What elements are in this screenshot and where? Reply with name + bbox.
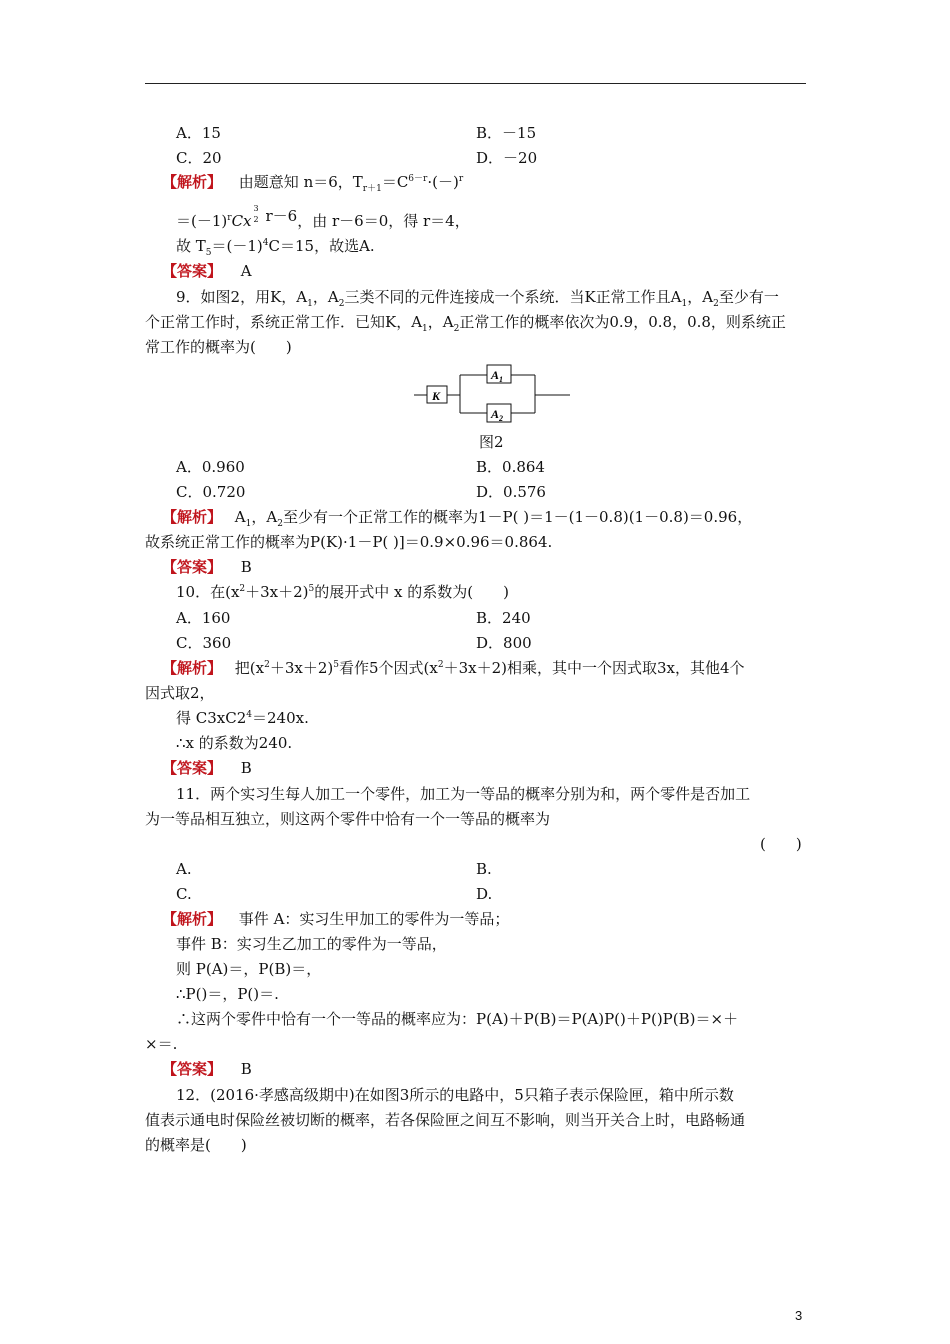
q9-jiexi-label: 【解析】 (162, 508, 223, 526)
q9-stem-line-2: 个正常工作时，系统正常工作．已知K，$A_1$，$A_2$正常工作的概率依次为0.9，0.8，0.8，则系统正 (145, 313, 786, 334)
q8-solution-line-3: 故 $T_5=(-1)^4C=15$，故选A. (176, 237, 375, 258)
q11-option-d: D. (476, 885, 493, 903)
q10-option-a: A．160 (176, 609, 231, 627)
q10-stem: 10．在$(x^2+3x+2)^5$的展开式中 x 的系数为( ) (176, 583, 509, 601)
k-label: K (432, 389, 441, 403)
q9-solution-line-1: 【解析】 $A_1$，$A_2$至少有一个正常工作的概率为1－P( )＝1－(1－0.8)(1－0.8)＝0.96， (162, 508, 753, 529)
q11-answer: 【答案】 B (162, 1060, 252, 1078)
q11-solution-line-1: 【解析】 事件 A：实习生甲加工的零件为一等品； (162, 910, 510, 928)
q8-jiexi-label: 【解析】 (162, 173, 223, 191)
q10-jiexi-label: 【解析】 (162, 659, 223, 677)
q12-stem-line-1: 12．(2016·孝感高级期中)在如图3所示的电路中，5只箱子表示保险匣，箱中所示数 (176, 1086, 734, 1104)
q11-solution-line-6: ×＝. (145, 1035, 178, 1053)
a2-label: $A_2$ (491, 407, 504, 423)
q8-option-d: D．－20 (476, 149, 538, 167)
q11-option-a: A. (176, 860, 192, 878)
q10-solution-line-2: 因式取2， (145, 684, 215, 702)
q11-answer-paren: ( ) (760, 835, 802, 853)
q9-daan-label: 【答案】 (162, 558, 223, 576)
q12-stem-line-2: 值表示通电时保险丝被切断的概率，若各保险匣之间互不影响，则当开关合上时，电路畅通 (145, 1111, 746, 1129)
q11-solution-line-2: 事件 B：实习生乙加工的零件为一等品， (176, 935, 447, 953)
q10-option-d: D．800 (476, 634, 532, 652)
q10-solution-line-1: 【解析】 把$(x^2+3x+2)^5$看作5个因式$(x^2+3x+2)$相乘，其中一个因式取3x，其他4个 (162, 659, 745, 677)
q8-solution-line-2: $=(-1)^rCx$ 3 2 r－6，由 r－6＝0，得 r＝4， (176, 204, 470, 230)
q11-solution-line-4: ∴P()＝，P()＝. (176, 985, 279, 1003)
q8-option-a: A．15 (176, 124, 221, 142)
q9-option-c: C．0.720 (176, 483, 246, 501)
q11-solution-line-3: 则 P(A)＝，P(B)＝， (176, 960, 322, 978)
a1-label: $A_1$ (491, 368, 504, 384)
q9-option-b: B．0.864 (476, 458, 545, 476)
q11-option-b: B. (476, 860, 492, 878)
q10-option-c: C．360 (176, 634, 232, 652)
header-rule (145, 83, 806, 84)
q9-stem-line-3: 常工作的概率为( ) (145, 338, 292, 356)
q10-solution-line-3: 得 $C3xC2^4=240x$. (176, 709, 309, 727)
q12-stem-line-3: 的概率是( ) (145, 1136, 247, 1154)
q9-option-d: D．0.576 (476, 483, 546, 501)
q11-solution-line-5: ∴这两个零件中恰有一个一等品的概率应为：P(A)＋P(B)＝P(A)P()＋P()P(B)＝×＋ (176, 1010, 739, 1028)
q9-circuit-diagram (410, 360, 575, 428)
q9-figure-caption: 图2 (479, 433, 504, 451)
q11-stem-line-2: 为一等品相互独立，则这两个零件中恰有一个一等品的概率为 (145, 810, 551, 828)
q10-option-b: B．240 (476, 609, 531, 627)
q11-daan-label: 【答案】 (162, 1060, 223, 1078)
page-number: 3 (795, 1308, 803, 1323)
q10-daan-label: 【答案】 (162, 759, 223, 777)
q8-answer: 【答案】 A (162, 262, 252, 280)
q8-solution-line-1: 【解析】 由题意知 n＝6，$T_{r+1}=C^{6-r}\cdot(-)^r$ (162, 173, 464, 194)
q8-option-b: B．－15 (476, 124, 537, 142)
q9-option-a: A．0.960 (176, 458, 245, 476)
q11-option-c: C. (176, 885, 192, 903)
q10-answer: 【答案】 B (162, 759, 252, 777)
q11-stem-line-1: 11．两个实习生每人加工一个零件，加工为一等品的概率分别为和，两个零件是否加工 (176, 785, 751, 803)
q8-option-c: C．20 (176, 149, 222, 167)
q8-exponent-fraction: 3 2 (253, 204, 259, 224)
q9-stem-line-1: 9．如图2，用K，$A_1$，$A_2$三类不同的元件连接成一个系统．当K正常工作且$A_1$，$A_2$至少有一 (176, 288, 779, 309)
q11-jiexi-label: 【解析】 (162, 910, 223, 928)
q10-solution-line-4: ∴x 的系数为240. (176, 734, 293, 752)
q9-solution-line-2: 故系统正常工作的概率为P(K)·1－P( )]＝0.9×0.96＝0.864. (145, 533, 553, 551)
q8-daan-label: 【答案】 (162, 262, 223, 280)
q9-answer: 【答案】 B (162, 558, 252, 576)
